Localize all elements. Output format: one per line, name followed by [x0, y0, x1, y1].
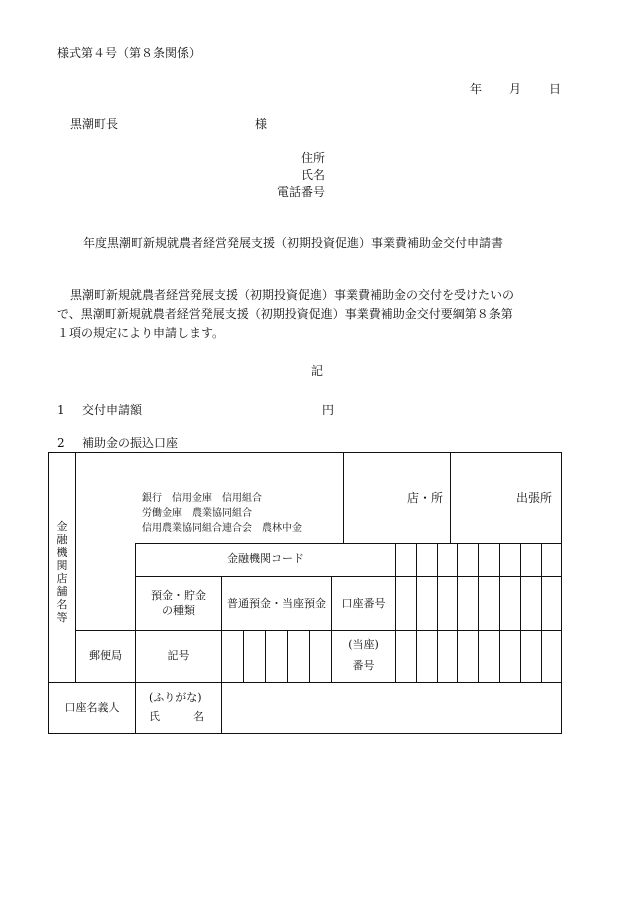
ki-heading: 記	[311, 364, 324, 378]
bank-type-line-2: 労働金庫 農業協同組合	[142, 508, 252, 519]
current-account-label-1: (当座)	[348, 638, 379, 651]
item1-label: 交付申請額	[82, 403, 143, 417]
addressee-honorific: 様	[255, 117, 268, 131]
date-month: 月	[509, 82, 522, 96]
institution-label: 金融機関店舗名等	[56, 520, 68, 624]
branch-label: 店・所	[407, 491, 444, 505]
item1-unit: 円	[322, 403, 335, 417]
holder-name-label: 氏 名	[149, 710, 204, 723]
item2-label: 補助金の振込口座	[82, 436, 179, 450]
date-year: 年	[470, 82, 483, 96]
account-number-label: 口座番号	[341, 597, 386, 610]
sub-branch-label: 出張所	[516, 491, 553, 505]
body-line-3: １項の規定により申請します。	[57, 326, 225, 340]
deposit-type-label-1: 預金・貯金	[151, 589, 206, 602]
date-day: 日	[549, 82, 562, 96]
account-holder-label: 口座名義人	[64, 701, 120, 714]
document-title: 年度黒潮町新規就農者経営発展支援（初期投資促進）事業費補助金交付申請書	[83, 236, 504, 250]
item1-number: 1	[57, 403, 65, 417]
deposit-types: 普通預金・当座預金	[227, 597, 326, 610]
addressee-name: 黒潮町長	[70, 117, 119, 131]
furigana-label: (ふりがな)	[149, 691, 202, 704]
deposit-type-label-2: の種類	[162, 604, 195, 617]
post-office-label: 郵便局	[89, 649, 122, 662]
applicant-name: 氏名	[301, 168, 326, 182]
bank-code-label: 金融機関コード	[227, 552, 304, 565]
body-line-2: で、黒潮町新規就農者経営発展支援（初期投資促進）事業費補助金交付要綱第８条第	[57, 307, 513, 321]
item2-number: 2	[57, 436, 65, 450]
bank-type-line-3: 信用農業協同組合連合会 農林中金	[142, 523, 302, 534]
body-line-1: 黒潮町新規就農者経営発展支援（初期投資促進）事業費補助金の交付を受けたいの	[70, 288, 515, 302]
form-label: 様式第４号（第８条関係）	[57, 46, 202, 60]
current-account-label-2: 番号	[352, 659, 375, 672]
symbol-label: 記号	[167, 649, 190, 662]
applicant-address: 住所	[301, 151, 326, 165]
applicant-phone: 電話番号	[277, 185, 326, 199]
bank-type-line-1: 銀行 信用金庫 信用組合	[142, 493, 262, 504]
